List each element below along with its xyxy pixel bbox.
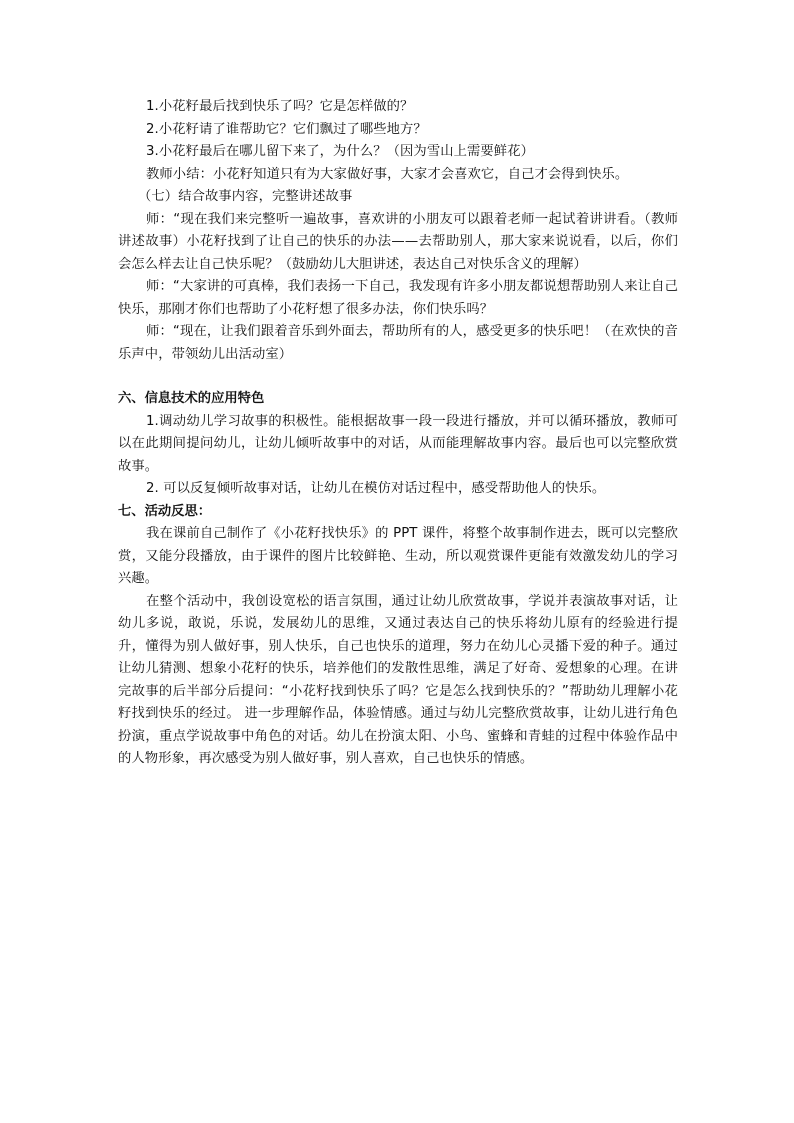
step7-paragraph-1: 师：“现在我们来完整听一遍故事，喜欢讲的小朋友可以跟着老师一起试着讲讲看。（教师讲述故事）小花籽找到了让自己的快乐的办法——去帮助别人，那大家来说说看，以后，你们会怎么样去让自己快乐呢？（鼓励幼儿大胆讲述，表达自己对快乐含义的理解） [118, 211, 678, 272]
question-3: 3.小花籽最后在哪儿留下来了，为什么？（因为雪山上需要鲜花） [146, 144, 534, 159]
step7-title: （七）结合故事内容，完整讲述故事 [138, 189, 353, 204]
section-6-heading: 六、信息技术的应用特色 [118, 391, 265, 406]
reflection-paragraph-1: 我在课前自己制作了《小花籽找快乐》的 PPT 课件，将整个故事制作进去，既可以完整欣赏，又能分段播放，由于课件的图片比较鲜艳、生动，所以观赏课件更能有效激发幼儿的学习兴趣。 [118, 526, 678, 586]
section-6-item-1: 1.调动幼儿学习故事的积极性。能根据故事一段一段进行播放，并可以循环播放，教师可以在此期间提问幼儿，让幼儿倾听故事中的对话，从而能理解故事内容。最后也可以完整欣赏故事。 [118, 413, 678, 474]
section-7-heading: 七、活动反思： [118, 503, 212, 519]
question-1: 1.小花籽最后找到快乐了吗？它是怎样做的？ [146, 99, 414, 114]
document-page [118, 96, 678, 771]
reflection-paragraph-2: 在整个活动中，我创设宽松的语言氛围，通过让幼儿欣赏故事，学说并表演故事对话，让幼儿多说，敢说，乐说，发展幼儿的思维，又通过表达自己的快乐将幼儿原有的经验进行提升，懂得为别人做好事，别人快乐，自己也快乐的道理，努力在幼儿心灵播下爱的种子。通过让幼儿猜测、想象小花籽的快乐，培养他们的发散性思维，满足了好奇、爱想象的心理。在讲完故事的后半部分后提问：“小花籽找到快乐了吗？它是怎么找到快乐的？”帮助幼儿理解小花籽找到快乐的经过。 进一步理解作品，体验情感。通过与幼儿完整欣赏故事，让幼儿进行角色扮演，重点学说故事中角色的对话。幼儿在扮演太阳、小鸟、蜜蜂和青蛙的过程中体验作品中的人物形象，再次感受为别人做好事，别人喜欢，自己也快乐的情感。 [118, 593, 678, 766]
section-6-item-2: 2. 可以反复倾听故事对话，让幼儿在模仿对话过程中，感受帮助他人的快乐。 [146, 481, 606, 496]
question-2: 2.小花籽请了谁帮助它？它们飘过了哪些地方？ [146, 121, 427, 137]
spacer [118, 366, 678, 388]
step7-paragraph-3: 师：“现在，让我们跟着音乐到外面去，帮助所有的人，感受更多的快乐吧！（在欢快的音乐声中，带领幼儿出活动室） [118, 324, 678, 362]
step7-paragraph-2: 师：“大家讲的可真棒，我们表扬一下自己，我发现有许多小朋友都说想帮助别人来让自己快乐，那刚才你们也帮助了小花籽想了很多办法，你们快乐吗？ [118, 279, 678, 317]
teacher-summary: 教师小结：小花籽知道只有为大家做好事，大家才会喜欢它，自己才会得到快乐。 [146, 166, 629, 182]
